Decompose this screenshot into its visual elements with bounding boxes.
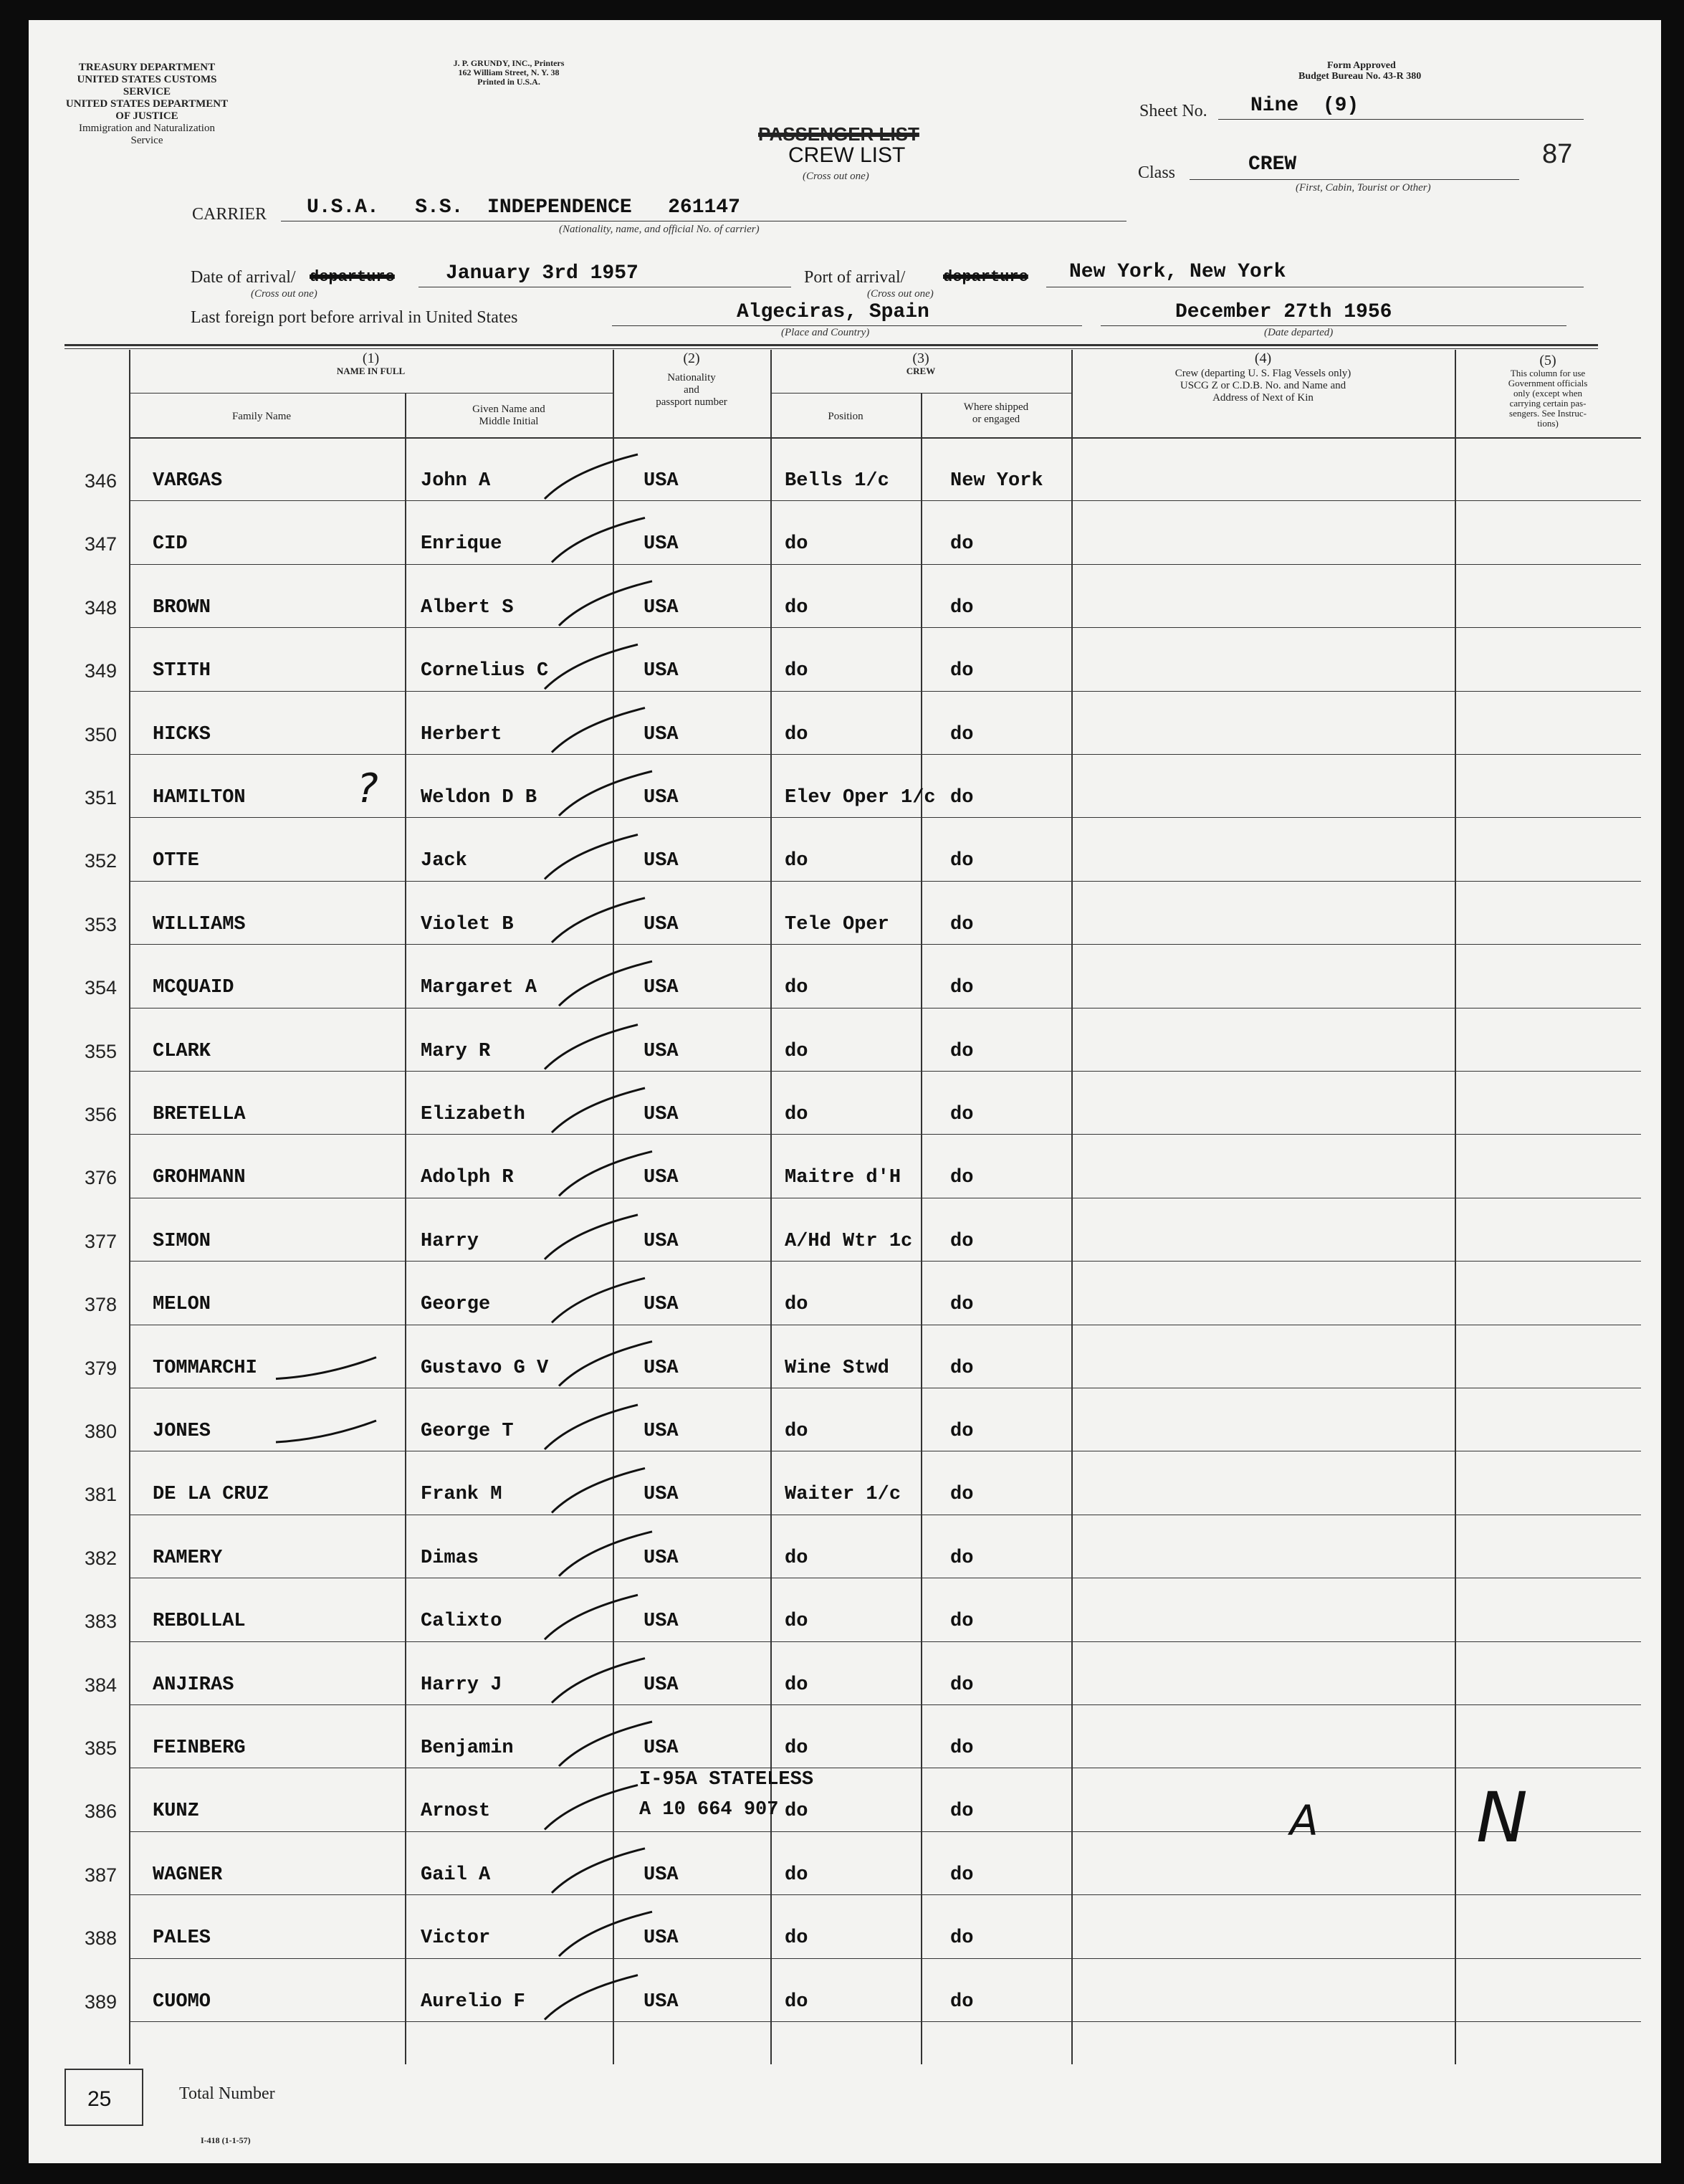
nationality: USA <box>644 1990 679 2013</box>
where-engaged: New York <box>950 470 1043 492</box>
family-name: BRETELLA <box>153 1104 246 1125</box>
tick-marks-overlay <box>29 20 1661 2163</box>
position: do <box>785 1801 808 1823</box>
date-departed-caption: (Date departed) <box>1264 327 1334 338</box>
where-engaged: do <box>950 1990 974 2013</box>
col5-line: sengers. See Instruc- <box>1509 408 1587 419</box>
where-engaged: do <box>950 977 974 999</box>
check-stroke <box>552 1088 645 1132</box>
check-stroke <box>559 1342 652 1386</box>
where-engaged: do <box>950 1104 974 1125</box>
nationality-note: I-95A STATELESS <box>639 1769 814 1791</box>
given-header-line: Middle Initial <box>479 416 539 427</box>
nationality: USA <box>644 1611 679 1633</box>
family-name-header: Family Name <box>231 411 292 422</box>
nationality: USA <box>644 1737 679 1759</box>
title-caption: (Cross out one) <box>803 171 869 182</box>
class-label: Class <box>1138 163 1176 182</box>
nationality: USA <box>644 1421 679 1442</box>
position: do <box>785 660 808 682</box>
col1-title: NAME IN FULL <box>336 366 406 376</box>
row-number: 378 <box>85 1294 118 1316</box>
check-stroke <box>545 1025 638 1069</box>
position: Bells 1/c <box>785 470 889 492</box>
given-name: Weldon D B <box>421 787 537 809</box>
row-number: 381 <box>85 1484 118 1506</box>
row-number: 348 <box>85 596 118 619</box>
where-engaged: do <box>950 660 974 682</box>
position: do <box>785 1927 808 1950</box>
family-name: HAMILTON <box>153 787 246 809</box>
family-name: SIMON <box>153 1230 211 1252</box>
check-stroke <box>559 961 652 1006</box>
date-value: January 3rd 1957 <box>446 262 638 285</box>
family-name: HICKS <box>153 723 211 745</box>
family-name: MCQUAID <box>153 977 234 999</box>
family-name: MELON <box>153 1294 211 1316</box>
position: do <box>785 1040 808 1062</box>
given-name: George T <box>421 1421 514 1442</box>
given-name: Albert S <box>421 596 514 619</box>
where-engaged: do <box>950 1167 974 1189</box>
col5-line: only (except when <box>1513 388 1583 399</box>
date-departed-value: December 27th 1956 <box>1175 301 1392 323</box>
col4-line: Crew (departing U. S. Flag Vessels only) <box>1175 368 1351 379</box>
given-name: Aurelio F <box>421 1990 525 2013</box>
position: Maitre d'H <box>785 1167 901 1189</box>
nationality: USA <box>644 1357 679 1379</box>
nationality: USA <box>644 533 679 555</box>
check-stroke <box>545 1595 638 1639</box>
where-engaged: do <box>950 1421 974 1442</box>
row-number: 377 <box>85 1230 118 1252</box>
check-stroke <box>552 518 645 562</box>
given-name: George <box>421 1294 491 1316</box>
shipped-header-line: or engaged <box>972 414 1020 425</box>
family-name: JONES <box>153 1421 211 1442</box>
check-stroke <box>552 1849 645 1893</box>
form-approved-line: Form Approved <box>1327 60 1396 71</box>
given-name: Gail A <box>421 1864 491 1886</box>
row-number: 385 <box>85 1737 118 1759</box>
position: Waiter 1/c <box>785 1484 901 1506</box>
given-name: Victor <box>421 1927 491 1950</box>
handwritten-question-mark: ? <box>357 766 378 812</box>
family-name: STITH <box>153 660 211 682</box>
check-stroke <box>545 1975 638 2020</box>
nationality: USA <box>644 1104 679 1125</box>
col1-number: (1) <box>362 351 380 366</box>
where-engaged: do <box>950 723 974 745</box>
position: do <box>785 977 808 999</box>
document-page <box>29 20 1661 2163</box>
check-stroke <box>559 581 652 626</box>
position: do <box>785 533 808 555</box>
nationality: USA <box>644 1167 679 1189</box>
family-name: CLARK <box>153 1040 211 1062</box>
row-number: 379 <box>85 1357 118 1379</box>
row-number: 382 <box>85 1547 118 1569</box>
nationality: USA <box>644 1927 679 1950</box>
position: Tele Oper <box>785 913 889 935</box>
family-name: GROHMANN <box>153 1167 246 1189</box>
check-stroke <box>559 1532 652 1576</box>
col2-line: passport number <box>656 396 727 408</box>
given-name: Adolph R <box>421 1167 514 1189</box>
family-name: PALES <box>153 1927 211 1950</box>
passenger-list-struck: PASSENGER LIST <box>758 123 919 145</box>
check-stroke <box>545 1405 638 1449</box>
family-name: DE LA CRUZ <box>153 1484 269 1506</box>
nationality: USA <box>644 1547 679 1569</box>
row-number: 352 <box>85 850 118 872</box>
port-struck: departure <box>943 268 1028 286</box>
agency-line: UNITED STATES DEPARTMENT OF JUSTICE <box>65 98 229 122</box>
check-stroke <box>276 1358 376 1379</box>
col4-number: (4) <box>1254 351 1272 366</box>
given-name: Margaret A <box>421 977 537 999</box>
position: Wine Stwd <box>785 1357 889 1379</box>
where-engaged: do <box>950 1230 974 1252</box>
family-name: BROWN <box>153 596 211 619</box>
row-number: 349 <box>85 660 118 682</box>
given-name: Elizabeth <box>421 1104 525 1125</box>
page-number: 87 <box>1542 139 1573 169</box>
where-engaged: do <box>950 1547 974 1569</box>
row-number: 386 <box>85 1801 118 1823</box>
carrier-caption: (Nationality, name, and official No. of carrier) <box>559 224 760 235</box>
row-number: 347 <box>85 533 118 555</box>
given-name: Harry <box>421 1230 479 1252</box>
date-struck: departure <box>310 268 395 286</box>
check-stroke <box>545 1785 638 1829</box>
last-port-caption: (Place and Country) <box>781 327 870 338</box>
where-engaged: do <box>950 1294 974 1316</box>
agency-line: UNITED STATES CUSTOMS SERVICE <box>77 74 217 97</box>
sheet-label: Sheet No. <box>1139 102 1207 120</box>
where-engaged: do <box>950 913 974 935</box>
family-name: RAMERY <box>153 1547 223 1569</box>
port-value: New York, New York <box>1069 261 1286 283</box>
date-label: Date of arrival/ <box>191 268 296 287</box>
printer-line: Printed in U.S.A. <box>477 77 540 87</box>
check-stroke <box>559 1722 652 1766</box>
given-name: Cornelius C <box>421 660 549 682</box>
position: Elev Oper 1/c <box>785 787 936 809</box>
last-port-label: Last foreign port before arrival in United States <box>191 308 518 327</box>
nationality: USA <box>644 660 679 682</box>
given-name: Enrique <box>421 533 502 555</box>
col2-line: Nationality <box>667 372 716 383</box>
col4-line: USCG Z or C.D.B. No. and Name and <box>1180 380 1346 391</box>
nationality: USA <box>644 1674 679 1696</box>
check-stroke <box>552 1468 645 1512</box>
port-cross-caption: (Cross out one) <box>867 288 934 300</box>
handwritten-c4-mark: A <box>1290 1796 1319 1845</box>
given-name: Violet B <box>421 913 514 935</box>
position: do <box>785 723 808 745</box>
check-stroke <box>559 1151 652 1196</box>
row-number: 355 <box>85 1040 118 1062</box>
family-name: TOMMARCHI <box>153 1357 257 1379</box>
col3-title: CREW <box>906 366 936 376</box>
given-name: Mary R <box>421 1040 491 1062</box>
nationality: A 10 664 907 <box>639 1799 779 1821</box>
position: do <box>785 596 808 619</box>
shipped-header-line: Where shipped <box>963 401 1029 413</box>
crew-list-title: CREW LIST <box>788 143 906 167</box>
position: do <box>785 1421 808 1442</box>
class-value: CREW <box>1248 153 1297 176</box>
family-name: WAGNER <box>153 1864 223 1886</box>
nationality: USA <box>644 596 679 619</box>
given-name: Jack <box>421 850 467 872</box>
given-name: Gustavo G V <box>421 1357 549 1379</box>
where-engaged: do <box>950 1611 974 1633</box>
family-name: CID <box>153 533 188 555</box>
col5-line: carrying certain pas- <box>1509 398 1587 409</box>
check-stroke <box>552 1278 645 1322</box>
position: A/Hd Wtr 1c <box>785 1230 913 1252</box>
where-engaged: do <box>950 1484 974 1506</box>
row-number: 353 <box>85 913 118 935</box>
nationality: USA <box>644 913 679 935</box>
col5-number: (5) <box>1539 353 1556 368</box>
nationality: USA <box>644 1230 679 1252</box>
printer-line: 162 William Street, N. Y. 38 <box>458 67 560 77</box>
where-engaged: do <box>950 1801 974 1823</box>
where-engaged: do <box>950 1927 974 1950</box>
given-name: Frank M <box>421 1484 502 1506</box>
check-stroke <box>552 1659 645 1703</box>
position: do <box>785 1674 808 1696</box>
family-name: CUOMO <box>153 1990 211 2013</box>
given-name: Harry J <box>421 1674 502 1696</box>
check-stroke <box>545 1215 638 1259</box>
check-stroke <box>276 1421 376 1442</box>
position: do <box>785 1547 808 1569</box>
nationality: USA <box>644 1484 679 1506</box>
total-label: Total Number <box>179 2084 275 2103</box>
total-value: 25 <box>87 2087 112 2111</box>
given-name: Dimas <box>421 1547 479 1569</box>
position: do <box>785 1864 808 1886</box>
last-port-value: Algeciras, Spain <box>737 301 929 323</box>
nationality: USA <box>644 470 679 492</box>
position-header: Position <box>828 411 863 422</box>
row-number: 383 <box>85 1611 118 1633</box>
family-name: KUNZ <box>153 1801 199 1823</box>
form-approved-line: Budget Bureau No. 43-R 380 <box>1298 71 1422 82</box>
check-stroke <box>559 1912 652 1956</box>
nationality: USA <box>644 787 679 809</box>
row-number: 389 <box>85 1990 118 2013</box>
where-engaged: do <box>950 787 974 809</box>
where-engaged: do <box>950 1864 974 1886</box>
row-number: 356 <box>85 1104 118 1125</box>
check-stroke <box>552 898 645 943</box>
row-number: 354 <box>85 977 118 999</box>
check-stroke <box>545 834 638 879</box>
row-number: 351 <box>85 787 118 809</box>
position: do <box>785 1104 808 1125</box>
position: do <box>785 850 808 872</box>
class-caption: (First, Cabin, Tourist or Other) <box>1296 182 1431 194</box>
where-engaged: do <box>950 1040 974 1062</box>
col4-line: Address of Next of Kin <box>1212 392 1314 404</box>
where-engaged: do <box>950 1737 974 1759</box>
where-engaged: do <box>950 596 974 619</box>
nationality: USA <box>644 850 679 872</box>
col2-number: (2) <box>683 351 700 366</box>
col5-line: tions) <box>1537 418 1559 429</box>
nationality: USA <box>644 723 679 745</box>
col2-line: and <box>684 384 699 396</box>
given-name: Arnost <box>421 1801 491 1823</box>
row-number: 376 <box>85 1167 118 1189</box>
row-number: 387 <box>85 1864 118 1886</box>
check-stroke <box>552 708 645 753</box>
row-number: 380 <box>85 1421 118 1442</box>
carrier-value: U.S.A. S.S. INDEPENDENCE 261147 <box>307 196 740 219</box>
given-name: Herbert <box>421 723 502 745</box>
family-name: REBOLLAL <box>153 1611 246 1633</box>
family-name: FEINBERG <box>153 1737 246 1759</box>
family-name: ANJIRAS <box>153 1674 234 1696</box>
printer-line: J. P. GRUNDY, INC., Printers <box>453 58 565 68</box>
family-name: WILLIAMS <box>153 913 246 935</box>
col5-line: Government officials <box>1508 378 1588 388</box>
col5-line: This column for use <box>1510 368 1586 378</box>
check-stroke <box>545 454 638 499</box>
position: do <box>785 1294 808 1316</box>
agency-line: Immigration and Naturalization Service <box>79 123 215 146</box>
row-number: 346 <box>85 470 118 492</box>
position: do <box>785 1611 808 1633</box>
given-name: Benjamin <box>421 1737 514 1759</box>
nationality: USA <box>644 1864 679 1886</box>
row-number: 384 <box>85 1674 118 1696</box>
where-engaged: do <box>950 1674 974 1696</box>
given-header-line: Given Name and <box>472 404 545 415</box>
family-name: OTTE <box>153 850 199 872</box>
check-stroke <box>559 771 652 816</box>
handwritten-c5-mark: N <box>1476 1778 1528 1858</box>
form-code: I-418 (1-1-57) <box>201 2135 251 2145</box>
check-stroke <box>545 644 638 689</box>
where-engaged: do <box>950 533 974 555</box>
sheet-value: Nine (9) <box>1250 95 1359 117</box>
agency-line: TREASURY DEPARTMENT <box>78 62 216 73</box>
row-number: 388 <box>85 1927 118 1950</box>
where-engaged: do <box>950 850 974 872</box>
given-name: Calixto <box>421 1611 502 1633</box>
nationality: USA <box>644 1294 679 1316</box>
family-name: VARGAS <box>153 470 223 492</box>
col3-number: (3) <box>912 351 929 366</box>
given-name: John A <box>421 470 491 492</box>
carrier-label: CARRIER <box>192 205 267 224</box>
row-number: 350 <box>85 723 118 745</box>
date-cross-caption: (Cross out one) <box>251 288 317 300</box>
port-label: Port of arrival/ <box>804 268 906 287</box>
where-engaged: do <box>950 1357 974 1379</box>
nationality: USA <box>644 1040 679 1062</box>
position: do <box>785 1737 808 1759</box>
nationality: USA <box>644 977 679 999</box>
position: do <box>785 1990 808 2013</box>
